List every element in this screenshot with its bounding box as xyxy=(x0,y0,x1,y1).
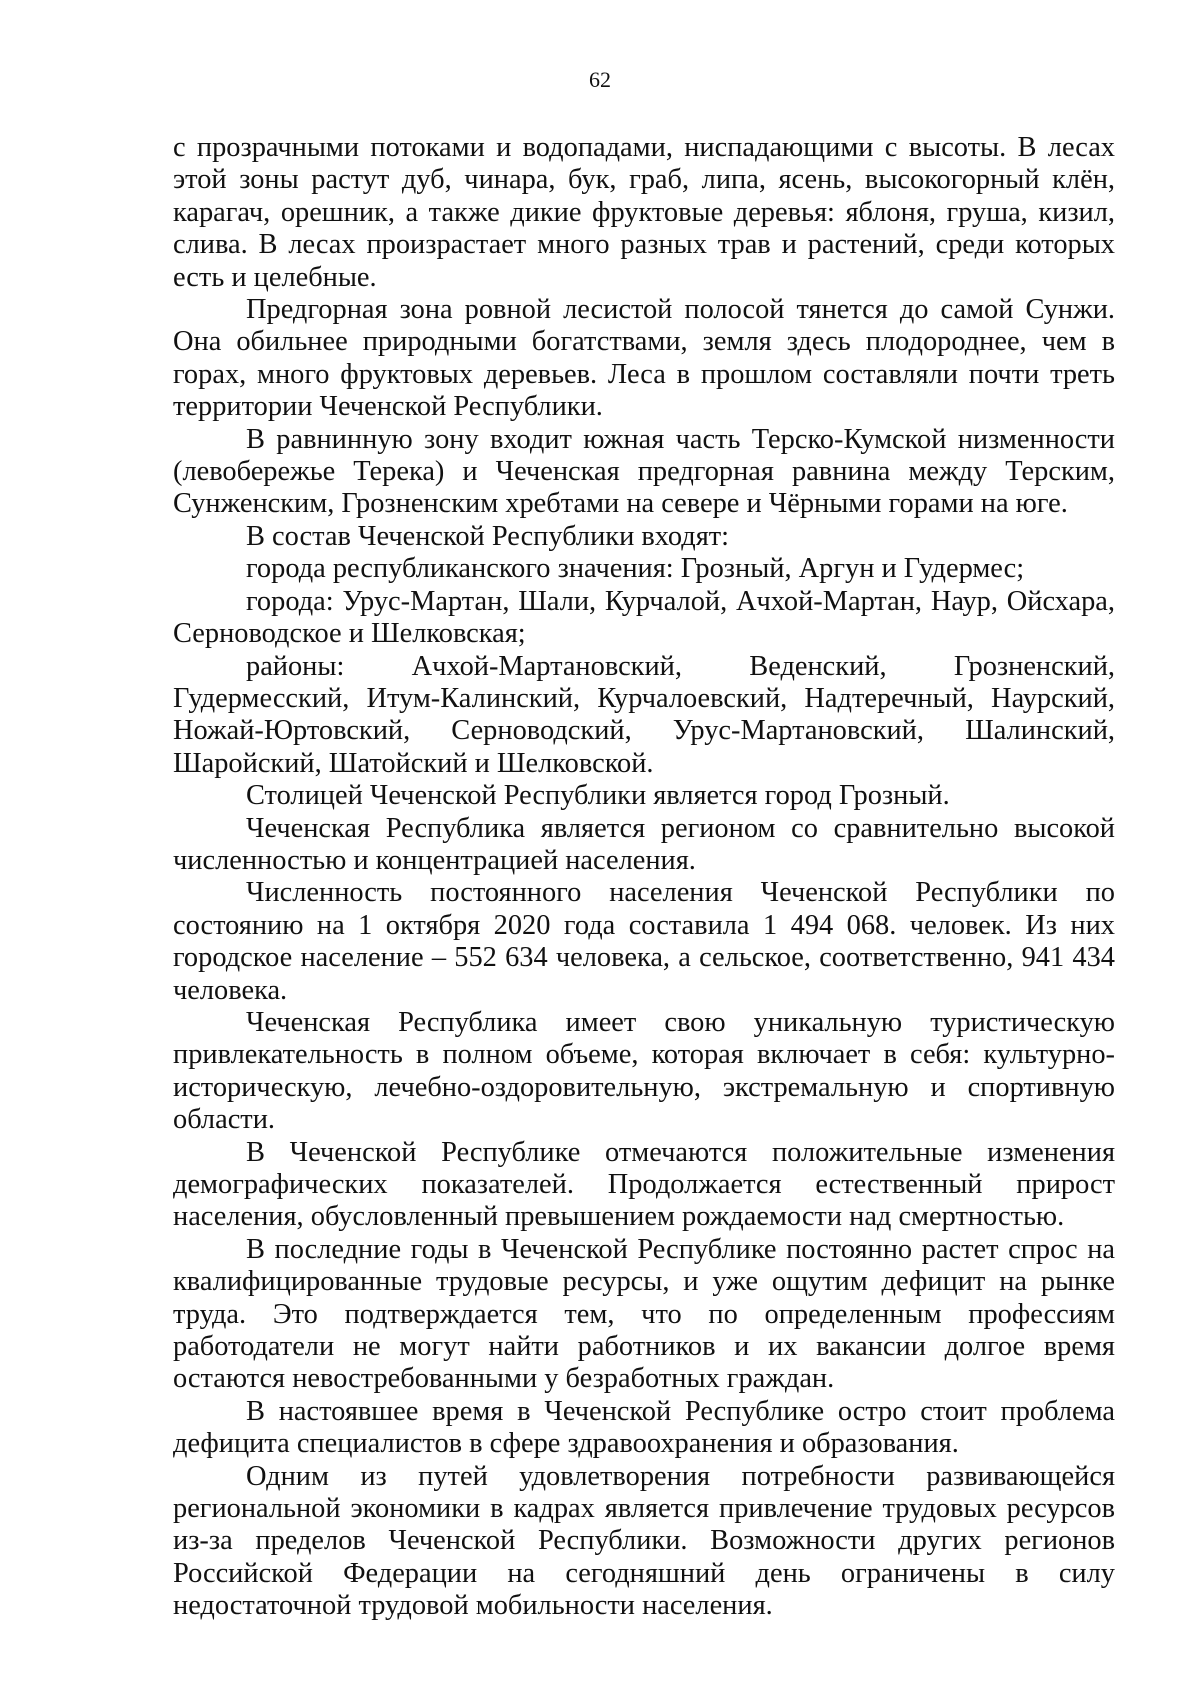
document-body xyxy=(173,132,1115,1623)
paragraph: Предгорная зона ровной лесистой полосой тянется до самой Сунжи. Она обильнее природными богатствами, земля здесь плодороднее, чем в горах, много фруктовых деревьев. Леса в прошлом составляли почти треть территории Чеченской Республики. xyxy=(173,294,1115,423)
paragraph: В равнинную зону входит южная часть Терско-Кумской низменности (левобережье Терека) и Чеченская предгорная равнина между Терским, Сунженским, Грозненским хребтами на севере и Чёрными горами на юге. xyxy=(173,423,1115,520)
paragraph: районы: Ачхой-Мартановский, Веденский, Грозненский, Гудермесский, Итум-Калинский, Курчалоевский, Надтеречный, Наурский, Ножай-Юртовский, Серноводский, Урус-Мартановский, Шалинский, Шаройский, Шатойский и Шелковской. xyxy=(173,650,1115,779)
paragraph: Чеченская Республика имеет свою уникальную туристическую привлекательность в полном объеме, которая включает в себя: культурно-историческую, лечебно-оздоровительную, экстремальную и спортивную области. xyxy=(173,1006,1115,1136)
paragraph: Чеченская Республика является регионом со сравнительно высокой численностью и концентрацией населения. xyxy=(173,812,1115,876)
paragraph: Численность постоянного населения Чеченской Республики по состоянию на 1 октября 2020 года составила 1 494 068. человек. Из них городское население – 552 634 человека, а сельское, соответственно, 941 434 человека. xyxy=(173,877,1115,1006)
paragraph: В состав Чеченской Республики входят: xyxy=(246,520,730,552)
paragraph: Одним из путей удовлетворения потребности развивающейся региональной экономики в кадрах является привлечение трудовых ресурсов из-за пределов Чеченской Республики. Возможности других регионов Российской Федерации на сегодняшний день ограничены в силу недостаточной трудовой мобильности населения. xyxy=(173,1460,1115,1622)
paragraph: В последние годы в Чеченской Республике постоянно растет спрос на квалифицированные трудовые ресурсы, и уже ощутим дефицит на рынке труда. Это подтверждается тем, что по определенным профессиям работодатели не могут найти работников и их вакансии долгое время остаются невостребованными у безработных граждан. xyxy=(173,1233,1115,1395)
page-number: 62 xyxy=(589,67,611,92)
paragraph: с прозрачными потоками и водопадами, ниспадающими с высоты. В лесах этой зоны растут дуб, чинара, бук, граб, липа, ясень, высокогорный клён, карагач, орешник, а также дикие фруктовые деревья: яблоня, груша, кизил, слива. В лесах произрастает много разных трав и растений, среди которых есть и целебные. xyxy=(173,132,1115,293)
paragraph: города: Урус-Мартан, Шали, Курчалой, Ачхой-Мартан, Наур, Ойсхара, Серноводское и Шелковская; xyxy=(173,585,1115,650)
paragraph: В Чеченской Республике отмечаются положительные изменения демографических показателей. Продолжается естественный прирост населения, обусловленный превышением рождаемости над смертностью. xyxy=(173,1136,1115,1233)
paragraph: Столицей Чеченской Республики является город Грозный. xyxy=(246,780,950,812)
paragraph: города республиканского значения: Грозный, Аргун и Гудермес; xyxy=(246,553,1025,585)
paragraph: В настоявшее время в Чеченской Республике остро стоит проблема дефицита специалистов в сфере здравоохранения и образования. xyxy=(173,1395,1115,1460)
